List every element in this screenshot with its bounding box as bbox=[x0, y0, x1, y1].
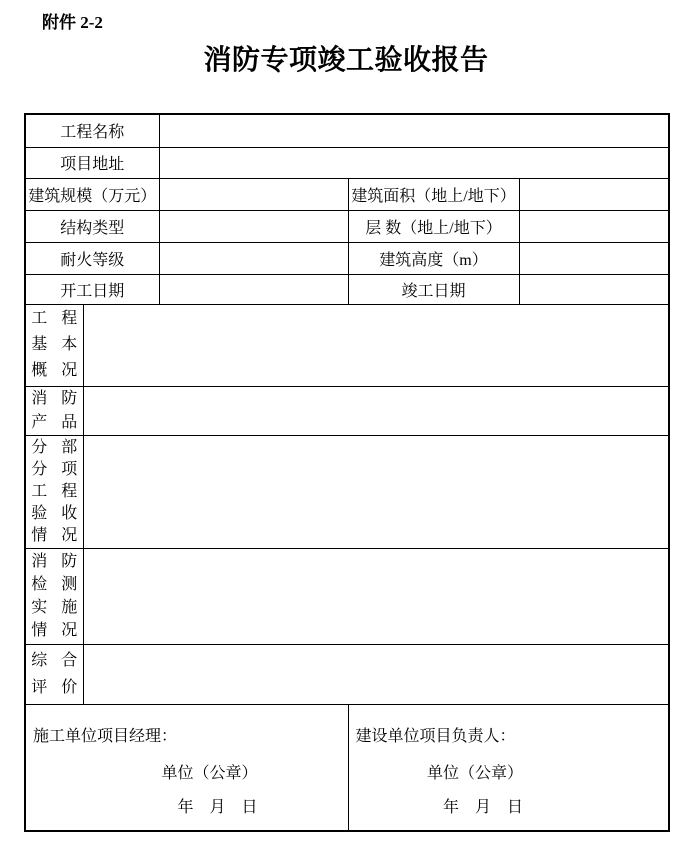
fire-rating-label: 耐火等级 bbox=[25, 242, 159, 274]
floors-field bbox=[519, 210, 669, 242]
page-title: 消防专项竣工验收报告 bbox=[203, 45, 489, 76]
project-address-field bbox=[159, 147, 669, 178]
structure-type-label: 结构类型 bbox=[25, 210, 159, 242]
section-fire-testing bbox=[25, 548, 669, 644]
subdivision-acceptance-label: 分 部 分 项 工 程 验 收 情 况 bbox=[25, 435, 83, 548]
fire-rating-field bbox=[159, 242, 348, 274]
building-scale-label: 建筑规模（万元） bbox=[25, 178, 159, 210]
attachment-label: 附件 2-2 bbox=[42, 13, 103, 32]
completion-date-field bbox=[519, 274, 669, 304]
row-structure-floors bbox=[25, 210, 669, 242]
building-area-field bbox=[519, 178, 669, 210]
owner-seal-line: 单位（公章） bbox=[427, 764, 524, 782]
owner-date-line: 年 月 日 bbox=[443, 798, 524, 816]
project-overview-label: 工 程 基 本 概 况 bbox=[25, 304, 83, 386]
section-fire-products bbox=[25, 386, 669, 435]
start-date-label: 开工日期 bbox=[25, 274, 159, 304]
overall-evaluation-label: 综 合 评 价 bbox=[25, 644, 83, 704]
structure-type-field bbox=[159, 210, 348, 242]
fire-testing-label: 消 防 检 测 实 施 情 况 bbox=[25, 548, 83, 644]
constructor-signature-cell bbox=[25, 704, 348, 831]
constructor-date-line: 年 月 日 bbox=[177, 798, 258, 816]
start-date-field bbox=[159, 274, 348, 304]
subdivision-acceptance-field bbox=[83, 435, 669, 548]
section-overall-evaluation bbox=[25, 644, 669, 704]
project-address-label: 项目地址 bbox=[25, 147, 159, 178]
constructor-seal-line: 单位（公章） bbox=[161, 764, 258, 782]
row-project-address bbox=[25, 147, 669, 178]
completion-date-label: 竣工日期 bbox=[348, 274, 519, 304]
project-name-label: 工程名称 bbox=[25, 114, 159, 147]
report-form-table bbox=[24, 113, 670, 832]
constructor-signature-title: 施工单位项目经理： bbox=[33, 727, 178, 745]
row-scale-area bbox=[25, 178, 669, 210]
building-scale-field bbox=[159, 178, 348, 210]
owner-signature-cell bbox=[348, 704, 669, 831]
row-dates bbox=[25, 274, 669, 304]
building-height-field bbox=[519, 242, 669, 274]
section-subdivision-acceptance bbox=[25, 435, 669, 548]
fire-products-label: 消 防 产 品 bbox=[25, 386, 83, 435]
building-area-label: 建筑面积（地上/地下） bbox=[348, 178, 519, 210]
project-name-field bbox=[159, 114, 669, 147]
row-rating-height bbox=[25, 242, 669, 274]
floors-label: 层 数（地上/地下） bbox=[348, 210, 519, 242]
owner-signature-title: 建设单位项目负责人： bbox=[355, 727, 516, 745]
building-height-label: 建筑高度（m） bbox=[348, 242, 519, 274]
overall-evaluation-field bbox=[83, 644, 669, 704]
fire-products-field bbox=[83, 386, 669, 435]
row-signatures bbox=[25, 704, 669, 831]
row-project-name bbox=[25, 114, 669, 147]
section-project-overview bbox=[25, 304, 669, 386]
project-overview-field bbox=[83, 304, 669, 386]
fire-testing-field bbox=[83, 548, 669, 644]
